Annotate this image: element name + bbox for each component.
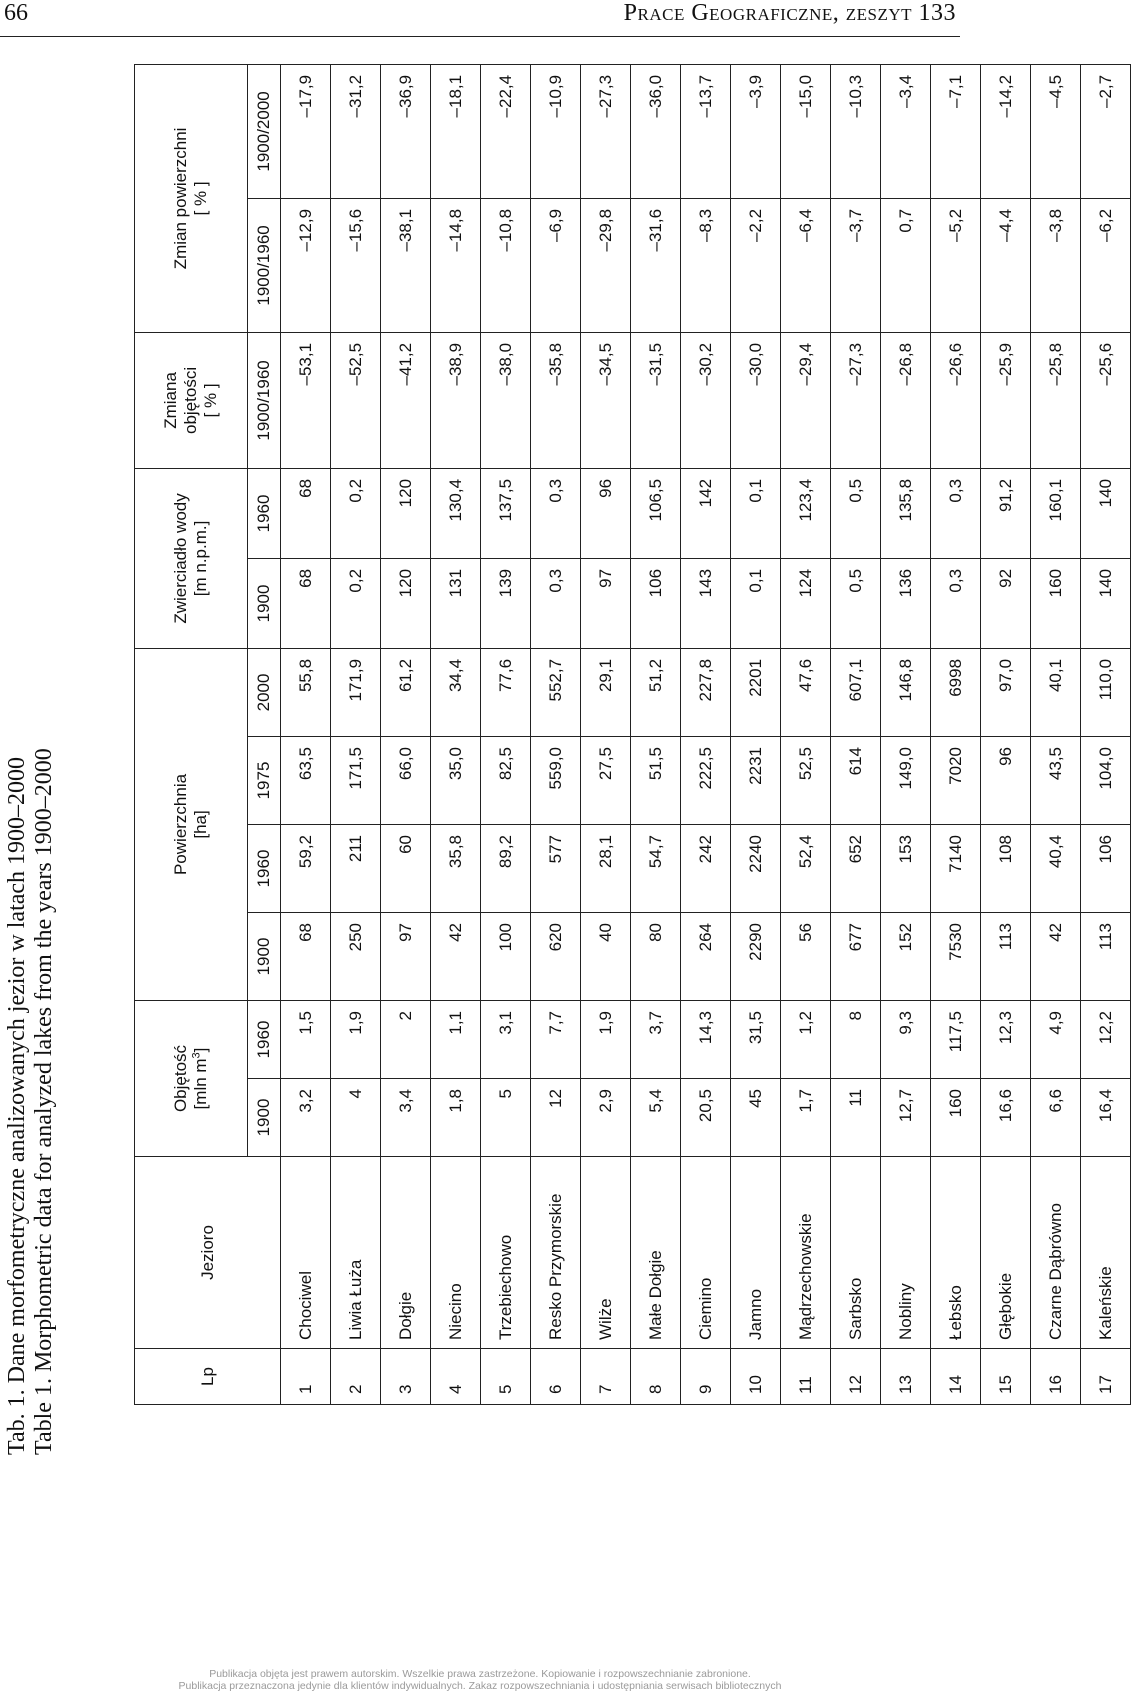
cell-value: 113 — [1081, 913, 1131, 1001]
cell-value: 146,8 — [881, 648, 931, 736]
table-row — [1081, 64, 1131, 1404]
cell-lake-name: Jamno — [731, 1157, 781, 1349]
cell-value: 29,1 — [581, 648, 631, 736]
cell-lake-name: Sarbsko — [831, 1157, 881, 1349]
cell-value: 2,9 — [581, 1079, 631, 1157]
footer-line-2: Publikacja przeznaczona jedynie dla klientów indywidualnych. Zakaz rozpowszechniania i udostępniania serwisach bibliotecznych — [178, 1680, 782, 1692]
header-zmian-powierzchni-unit: [ % ] — [191, 181, 210, 216]
cell-value: 5 — [481, 1079, 531, 1157]
cell-value: –2,7 — [1081, 64, 1131, 198]
cell-value: 677 — [831, 913, 881, 1001]
cell-value: 16,4 — [1081, 1079, 1131, 1157]
cell-lp: 13 — [881, 1349, 931, 1405]
cell-value: 227,8 — [681, 648, 731, 736]
cell-value: –26,8 — [881, 332, 931, 468]
cell-value: 51,2 — [631, 648, 681, 736]
cell-value: –2,2 — [731, 198, 781, 332]
cell-value: 11 — [831, 1079, 881, 1157]
table-row — [981, 64, 1031, 1404]
cell-lake-name: Łebsko — [931, 1157, 981, 1349]
cell-value: 143 — [681, 558, 731, 648]
running-title: Prace Geograficzne, zeszyt 133 — [623, 0, 956, 26]
cell-value: 242 — [681, 825, 731, 913]
cell-value: 140 — [1081, 558, 1131, 648]
cell-value: 4 — [331, 1079, 381, 1157]
cell-value: –25,6 — [1081, 332, 1131, 468]
subheader-cell: 1975 — [248, 737, 281, 825]
table-caption — [4, 748, 58, 1455]
cell-value: 160 — [931, 1079, 981, 1157]
cell-value: 120 — [381, 558, 431, 648]
cell-value: 4,9 — [1031, 1001, 1081, 1079]
cell-value: 9,3 — [881, 1001, 931, 1079]
table-body — [281, 64, 1131, 1404]
header-zwierciadlo-unit: [m n.p.m.] — [191, 520, 210, 597]
cell-value: 47,6 — [781, 648, 831, 736]
cell-value: 106 — [631, 558, 681, 648]
header-zmiana-objetosci-line2: objętości — [181, 366, 200, 434]
cell-value: 2 — [381, 1001, 431, 1079]
cell-value: 43,5 — [1031, 737, 1081, 825]
cell-value: 52,4 — [781, 825, 831, 913]
cell-value: 97 — [381, 913, 431, 1001]
cell-value: –13,7 — [681, 64, 731, 198]
table-row — [581, 64, 631, 1404]
cell-value: –17,9 — [281, 64, 331, 198]
cell-value: 55,8 — [281, 648, 331, 736]
cell-lp: 9 — [681, 1349, 731, 1405]
cell-value: 0,3 — [531, 558, 581, 648]
cell-value: 171,5 — [331, 737, 381, 825]
cell-lp: 5 — [481, 1349, 531, 1405]
cell-value: 149,0 — [881, 737, 931, 825]
cell-value: 108 — [981, 825, 1031, 913]
cell-value: 0,2 — [331, 558, 381, 648]
cell-value: –38,0 — [481, 332, 531, 468]
cell-value: 63,5 — [281, 737, 331, 825]
cell-value: 160 — [1031, 558, 1081, 648]
header-powierzchnia — [135, 648, 248, 1000]
cell-value: 620 — [531, 913, 581, 1001]
cell-value: –4,4 — [981, 198, 1031, 332]
cell-value: –7,1 — [931, 64, 981, 198]
cell-value: –31,5 — [631, 332, 681, 468]
subheader-cell: 1960 — [248, 825, 281, 913]
cell-value: –31,2 — [331, 64, 381, 198]
header-zmian-powierzchni — [135, 64, 248, 332]
cell-lp: 7 — [581, 1349, 631, 1405]
cell-value: –25,9 — [981, 332, 1031, 468]
cell-value: 7530 — [931, 913, 981, 1001]
table-row — [631, 64, 681, 1404]
cell-lake-name: Dołgie — [381, 1157, 431, 1349]
cell-value: –14,2 — [981, 64, 1031, 198]
cell-value: –15,6 — [331, 198, 381, 332]
cell-value: 27,5 — [581, 737, 631, 825]
cell-value: 1,2 — [781, 1001, 831, 1079]
table-row — [531, 64, 581, 1404]
header-zmiana-objetosci — [135, 332, 248, 468]
header-lp: Lp — [135, 1349, 281, 1405]
cell-value: –30,0 — [731, 332, 781, 468]
cell-value: 0,3 — [931, 558, 981, 648]
header-powierzchnia-title: Powierzchnia — [171, 773, 190, 876]
cell-value: 68 — [281, 558, 331, 648]
cell-value: –6,4 — [781, 198, 831, 332]
cell-value: 110,0 — [1081, 648, 1131, 736]
table-row — [1031, 64, 1081, 1404]
cell-value: –6,9 — [531, 198, 581, 332]
morphometric-table — [134, 64, 1131, 1405]
cell-lake-name: Wilże — [581, 1157, 631, 1349]
cell-lake-name: Ciemino — [681, 1157, 731, 1349]
cell-value: –12,9 — [281, 198, 331, 332]
cell-value: 117,5 — [931, 1001, 981, 1079]
cell-lp: 6 — [531, 1349, 581, 1405]
cell-value: 45 — [731, 1079, 781, 1157]
cell-value: –36,0 — [631, 64, 681, 198]
subheader-cell: 1900/1960 — [248, 198, 281, 332]
cell-value: –15,0 — [781, 64, 831, 198]
cell-value: –30,2 — [681, 332, 731, 468]
cell-value: 40,4 — [1031, 825, 1081, 913]
cell-lake-name: Trzebiechowo — [481, 1157, 531, 1349]
cell-lp: 3 — [381, 1349, 431, 1405]
cell-value: 130,4 — [431, 468, 481, 558]
cell-value: 131 — [431, 558, 481, 648]
cell-value: 59,2 — [281, 825, 331, 913]
cell-value: –27,3 — [831, 332, 881, 468]
cell-value: 211 — [331, 825, 381, 913]
cell-value: 264 — [681, 913, 731, 1001]
table-row — [881, 64, 931, 1404]
cell-lake-name: Niecino — [431, 1157, 481, 1349]
cell-value: 28,1 — [581, 825, 631, 913]
table-row — [781, 64, 831, 1404]
header-rule — [0, 36, 960, 37]
cell-value: 1,9 — [331, 1001, 381, 1079]
cell-value: –29,4 — [781, 332, 831, 468]
subheader-cell: 1900 — [248, 558, 281, 648]
cell-value: 89,2 — [481, 825, 531, 913]
cell-value: 3,7 — [631, 1001, 681, 1079]
cell-value: 113 — [981, 913, 1031, 1001]
cell-lp: 12 — [831, 1349, 881, 1405]
cell-value: 0,3 — [531, 468, 581, 558]
cell-value: 40 — [581, 913, 631, 1001]
cell-value: 0,5 — [831, 558, 881, 648]
header-zmiana-objetosci-unit: [ % ] — [201, 383, 220, 418]
cell-value: –35,8 — [531, 332, 581, 468]
cell-value: 106,5 — [631, 468, 681, 558]
cell-lp: 4 — [431, 1349, 481, 1405]
cell-value: 54,7 — [631, 825, 681, 913]
cell-value: –25,8 — [1031, 332, 1081, 468]
page-number: 66 — [4, 0, 28, 26]
cell-value: –27,3 — [581, 64, 631, 198]
cell-lp: 15 — [981, 1349, 1031, 1405]
cell-value: 171,9 — [331, 648, 381, 736]
cell-value: 42 — [1031, 913, 1081, 1001]
cell-lp: 10 — [731, 1349, 781, 1405]
subheader-cell: 1900 — [248, 913, 281, 1001]
cell-value: –53,1 — [281, 332, 331, 468]
cell-value: 152 — [881, 913, 931, 1001]
cell-value: 0,5 — [831, 468, 881, 558]
cell-value: 3,1 — [481, 1001, 531, 1079]
cell-lp: 16 — [1031, 1349, 1081, 1405]
cell-value: 80 — [631, 913, 681, 1001]
header-powierzchnia-unit: [ha] — [191, 810, 210, 839]
cell-value: 52,5 — [781, 737, 831, 825]
cell-value: 5,4 — [631, 1079, 681, 1157]
cell-lp: 2 — [331, 1349, 381, 1405]
cell-value: 1,5 — [281, 1001, 331, 1079]
header-objetosc — [135, 1001, 248, 1157]
cell-value: –38,1 — [381, 198, 431, 332]
cell-value: 7140 — [931, 825, 981, 913]
header-zmian-powierzchni-title: Zmian powierzchni — [171, 127, 190, 270]
cell-lp: 11 — [781, 1349, 831, 1405]
cell-value: –10,3 — [831, 64, 881, 198]
table-row — [931, 64, 981, 1404]
cell-value: –38,9 — [431, 332, 481, 468]
cell-value: 100 — [481, 913, 531, 1001]
cell-value: 92 — [981, 558, 1031, 648]
cell-value: 1,7 — [781, 1079, 831, 1157]
cell-value: 20,5 — [681, 1079, 731, 1157]
cell-value: 135,8 — [881, 468, 931, 558]
cell-value: 60 — [381, 825, 431, 913]
cell-value: 2240 — [731, 825, 781, 913]
cell-value: 6998 — [931, 648, 981, 736]
cell-lake-name: Liwia Łuża — [331, 1157, 381, 1349]
caption-english: Table 1. Morphometric data for analyzed lakes from the years 1900–2000 — [31, 748, 57, 1455]
cell-value: –31,6 — [631, 198, 681, 332]
cell-value: 82,5 — [481, 737, 531, 825]
cell-value: 68 — [281, 913, 331, 1001]
cell-value: 12 — [531, 1079, 581, 1157]
cell-value: 1,8 — [431, 1079, 481, 1157]
cell-value: 3,4 — [381, 1079, 431, 1157]
cell-value: –10,9 — [531, 64, 581, 198]
subheader-cell: 1960 — [248, 468, 281, 558]
header-zwierciadlo — [135, 468, 248, 648]
cell-value: 607,1 — [831, 648, 881, 736]
cell-value: 35,8 — [431, 825, 481, 913]
cell-value: 91,2 — [981, 468, 1031, 558]
subheader-cell: 1900/2000 — [248, 64, 281, 198]
cell-lp: 14 — [931, 1349, 981, 1405]
cell-lp: 8 — [631, 1349, 681, 1405]
cell-value: 7,7 — [531, 1001, 581, 1079]
table-row — [381, 64, 431, 1404]
table-row — [331, 64, 381, 1404]
subheader-cell: 2000 — [248, 648, 281, 736]
cell-value: 8 — [831, 1001, 881, 1079]
cell-value: 140 — [1081, 468, 1131, 558]
cell-value: 6,6 — [1031, 1079, 1081, 1157]
cell-value: 0,1 — [731, 468, 781, 558]
cell-value: 77,6 — [481, 648, 531, 736]
cell-value: 2290 — [731, 913, 781, 1001]
cell-value: 652 — [831, 825, 881, 913]
cell-lp: 17 — [1081, 1349, 1131, 1405]
cell-value: –41,2 — [381, 332, 431, 468]
cell-value: –18,1 — [431, 64, 481, 198]
subheader-cell: 1960 — [248, 1001, 281, 1079]
header-objetosc-title: Objętość — [171, 1044, 190, 1113]
cell-value: –3,8 — [1031, 198, 1081, 332]
cell-value: 68 — [281, 468, 331, 558]
cell-value: 136 — [881, 558, 931, 648]
cell-value: 12,2 — [1081, 1001, 1131, 1079]
cell-value: 56 — [781, 913, 831, 1001]
cell-value: 40,1 — [1031, 648, 1081, 736]
cell-value: 97 — [581, 558, 631, 648]
cell-value: 96 — [581, 468, 631, 558]
cell-value: –36,9 — [381, 64, 431, 198]
cell-value: –8,3 — [681, 198, 731, 332]
cell-value: –5,2 — [931, 198, 981, 332]
cell-value: –29,8 — [581, 198, 631, 332]
cell-value: 0,2 — [331, 468, 381, 558]
cell-value: 559,0 — [531, 737, 581, 825]
cell-value: –52,5 — [331, 332, 381, 468]
cell-value: 42 — [431, 913, 481, 1001]
subheader-cell: 1900/1960 — [248, 332, 281, 468]
table-row — [431, 64, 481, 1404]
cell-value: –3,4 — [881, 64, 931, 198]
cell-value: 2231 — [731, 737, 781, 825]
cell-value: 104,0 — [1081, 737, 1131, 825]
cell-value: 123,4 — [781, 468, 831, 558]
cell-value: 35,0 — [431, 737, 481, 825]
cell-value: 1,1 — [431, 1001, 481, 1079]
header-zwierciadlo-title: Zwierciadło wody — [171, 493, 190, 624]
cell-value: 137,5 — [481, 468, 531, 558]
header-jezioro: Jezioro — [135, 1157, 281, 1349]
cell-lake-name: Czarne Dąbrówno — [1031, 1157, 1081, 1349]
cell-value: 222,5 — [681, 737, 731, 825]
cell-value: –6,2 — [1081, 198, 1131, 332]
cell-lake-name: Głębokie — [981, 1157, 1031, 1349]
table-row — [281, 64, 331, 1404]
cell-lake-name: Małe Dołgie — [631, 1157, 681, 1349]
cell-value: 16,6 — [981, 1079, 1031, 1157]
table-row — [481, 64, 531, 1404]
cell-value: 61,2 — [381, 648, 431, 736]
page-header — [0, 0, 960, 40]
cell-lake-name: Nobliny — [881, 1157, 931, 1349]
cell-value: 12,3 — [981, 1001, 1031, 1079]
cell-value: 142 — [681, 468, 731, 558]
cell-value: 0,3 — [931, 468, 981, 558]
cell-value: –14,8 — [431, 198, 481, 332]
cell-value: –3,7 — [831, 198, 881, 332]
cell-value: 120 — [381, 468, 431, 558]
cell-value: 1,9 — [581, 1001, 631, 1079]
cell-lake-name: Resko Przymorskie — [531, 1157, 581, 1349]
caption-polish: Tab. 1. Dane morfometryczne analizowanych jezior w latach 1900–2000 — [4, 756, 30, 1455]
cell-value: –10,8 — [481, 198, 531, 332]
cell-value: –4,5 — [1031, 64, 1081, 198]
table-row — [831, 64, 881, 1404]
cell-value: 7020 — [931, 737, 981, 825]
cell-value: 552,7 — [531, 648, 581, 736]
cell-value: 2201 — [731, 648, 781, 736]
cell-value: 139 — [481, 558, 531, 648]
cell-value: 124 — [781, 558, 831, 648]
cell-value: –34,5 — [581, 332, 631, 468]
cell-value: 66,0 — [381, 737, 431, 825]
cell-value: 577 — [531, 825, 581, 913]
cell-value: 97,0 — [981, 648, 1031, 736]
cell-value: 3,2 — [281, 1079, 331, 1157]
cell-value: –22,4 — [481, 64, 531, 198]
cell-lp: 1 — [281, 1349, 331, 1405]
cell-lake-name: Kaleńskie — [1081, 1157, 1131, 1349]
copyright-footer — [0, 1668, 960, 1692]
header-zmiana-objetosci-line1: Zmiana — [161, 372, 180, 429]
cell-value: 34,4 — [431, 648, 481, 736]
header-objetosc-unit: [mln $m^3$] — [190, 1047, 210, 1110]
cell-value: –26,6 — [931, 332, 981, 468]
cell-value: 250 — [331, 913, 381, 1001]
cell-value: 153 — [881, 825, 931, 913]
cell-value: 31,5 — [731, 1001, 781, 1079]
cell-value: 12,7 — [881, 1079, 931, 1157]
cell-value: 0,7 — [881, 198, 931, 332]
cell-value: 51,5 — [631, 737, 681, 825]
rotated-table-block — [0, 43, 1115, 1455]
table-row — [681, 64, 731, 1404]
cell-value: 96 — [981, 737, 1031, 825]
cell-value: 0,1 — [731, 558, 781, 648]
cell-value: 14,3 — [681, 1001, 731, 1079]
subheader-cell: 1900 — [248, 1079, 281, 1157]
table-row — [731, 64, 781, 1404]
cell-value: 160,1 — [1031, 468, 1081, 558]
footer-line-1: Publikacja objęta jest prawem autorskim. Wszelkie prawa zastrzeżone. Kopiowanie i rozpowszechnianie zabronione. — [209, 1668, 751, 1680]
cell-lake-name: Mądrzechowskie — [781, 1157, 831, 1349]
cell-lake-name: Chociwel — [281, 1157, 331, 1349]
cell-value: 614 — [831, 737, 881, 825]
cell-value: –3,9 — [731, 64, 781, 198]
cell-value: 106 — [1081, 825, 1131, 913]
